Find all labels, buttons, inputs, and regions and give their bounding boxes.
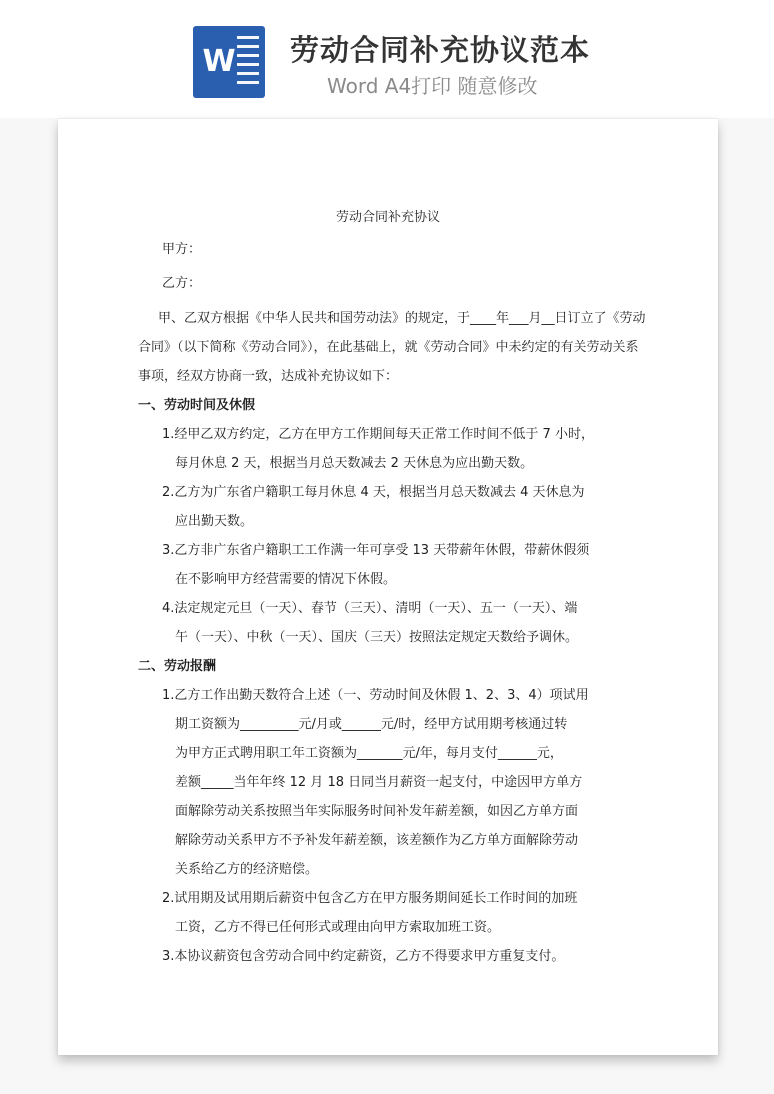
word-logo-letter: W xyxy=(202,44,236,79)
section-2-item-1-line-4: 差额_____当年年终 12 月 18 日同当月薪资一起支付，中途因甲方单方 xyxy=(175,775,583,790)
page-title: 劳动合同补充协议范本 xyxy=(290,33,591,67)
section-2-item-1-line-7: 关系给乙方的经济赔偿。 xyxy=(175,862,319,877)
section-2-item-2-line-1: 2.试用期及试用期后薪资中包含乙方在甲方服务期间延长工作时间的加班 xyxy=(162,891,578,906)
section-1-item-2-line-1: 2.乙方为广东省户籍职工每月休息 4 天，根据当月总天数减去 4 天休息为 xyxy=(162,485,585,500)
section-2-item-1-line-5: 面解除劳动关系按照当年实际服务时间补发年薪差额，如因乙方单方面 xyxy=(175,804,579,819)
document-title: 劳动合同补充协议 xyxy=(335,210,440,225)
intro-line-3: 事项，经双方协商一致，达成补充协议如下： xyxy=(138,369,399,384)
section-2-item-1-line-3: 为甲方正式聘用职工年工资额为_______元/年，每月支付______元， xyxy=(175,746,563,761)
party-a-line: 甲方： xyxy=(162,242,202,257)
section-2-heading: 二、劳动报酬 xyxy=(138,659,217,674)
section-1-item-4-line-2: 午（一天）、中秋（一天）、国庆（三天）按照法定规定天数给予调休。 xyxy=(175,630,579,645)
section-2-item-1-line-6: 解除劳动关系甲方不予补发年薪差额，该差额作为乙方单方面解除劳动 xyxy=(175,833,579,848)
intro-line-2: 合同》（以下简称《劳动合同》），在此基础上，就《劳动合同》中未约定的有关劳动关系 xyxy=(138,340,639,355)
party-b-line: 乙方： xyxy=(162,276,202,291)
section-1-item-2-line-2: 应出勤天数。 xyxy=(175,514,254,529)
document-lines-icon xyxy=(237,36,259,88)
section-1-item-1-line-1: 1.经甲乙双方约定，乙方在甲方工作期间每天正常工作时间不低于 7 小时， xyxy=(162,427,594,442)
header-banner xyxy=(0,0,774,118)
section-1-heading: 一、劳动时间及休假 xyxy=(138,398,256,413)
document-page xyxy=(58,119,718,1055)
section-2-item-1-line-1: 1.乙方工作出勤天数符合上述（一、劳动时间及休假 1、2、3、4）项试用 xyxy=(162,688,589,703)
word-document-icon xyxy=(193,26,265,98)
section-2-item-1-line-2: 期工资额为_________元/月或______元/时，经甲方试用期考核通过转 xyxy=(175,717,568,732)
section-1-item-1-line-2: 每月休息 2 天，根据当月总天数减去 2 天休息为应出勤天数。 xyxy=(175,456,534,471)
intro-line-1: 甲、乙双方根据《中华人民共和国劳动法》的规定，于____年___月__日订立了《劳动 xyxy=(158,311,646,326)
section-2-item-3-line-1: 3.本协议薪资包含劳动合同中约定薪资，乙方不得要求甲方重复支付。 xyxy=(162,949,565,964)
section-1-item-3-line-2: 在不影响甲方经营需要的情况下休假。 xyxy=(175,572,397,587)
section-1-item-4-line-1: 4.法定规定元旦（一天）、春节（三天）、清明（一天）、五一（一天）、端 xyxy=(162,601,578,616)
section-2-item-2-line-2: 工资，乙方不得已任何形式或理由向甲方索取加班工资。 xyxy=(175,920,501,935)
page-subtitle: Word A4打印 随意修改 xyxy=(327,74,538,98)
section-1-item-3-line-1: 3.乙方非广东省户籍职工工作满一年可享受 13 天带薪年休假，带薪休假须 xyxy=(162,543,590,558)
